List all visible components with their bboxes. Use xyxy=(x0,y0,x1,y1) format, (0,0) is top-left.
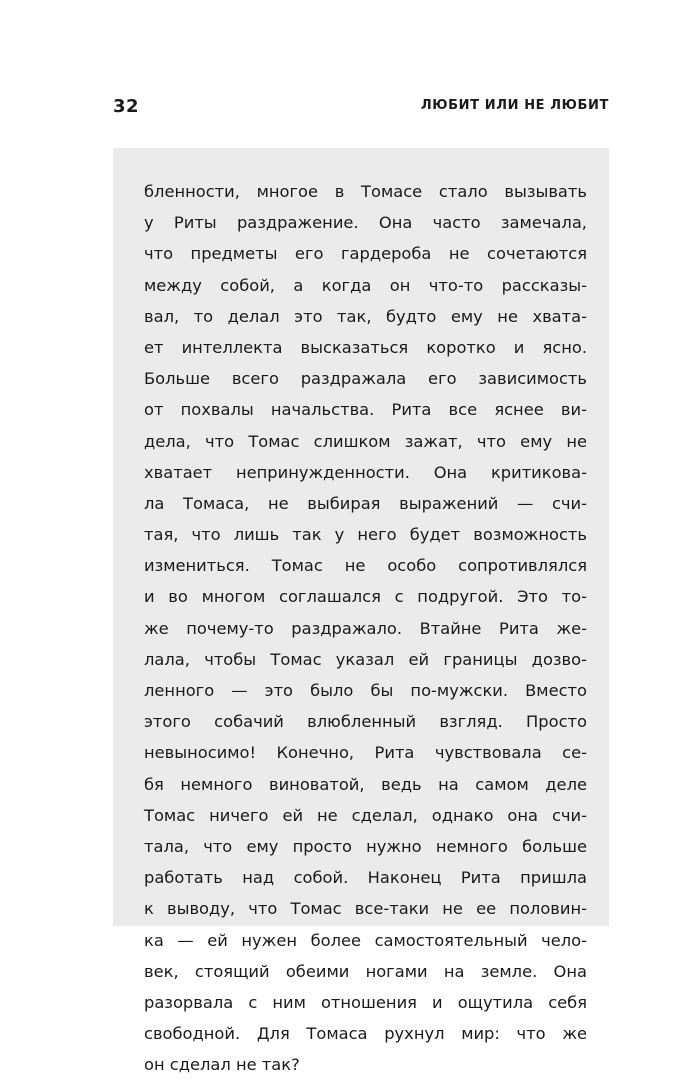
text-line: свободной. Для Томаса рухнул мир: что же xyxy=(144,1024,587,1044)
text-line: от похвалы начальства. Рита все яснее ви- xyxy=(144,400,587,420)
text-line: бя немного виноватой, ведь на самом деле xyxy=(144,774,587,794)
text-line: измениться. Томас не особо сопротивлялся xyxy=(144,556,587,576)
text-line: у Риты раздражение. Она часто замечала, xyxy=(144,213,587,233)
text-line: лала, чтобы Томас указал ей границы дозво- xyxy=(144,649,587,669)
text-line: тала, что ему просто нужно немного больше xyxy=(144,836,587,856)
text-line: тая, что лишь так у него будет возможность xyxy=(144,525,587,545)
text-line: же почему-то раздражало. Втайне Рита же- xyxy=(144,618,587,638)
text-line: дела, что Томас слишком зажат, что ему не xyxy=(144,431,587,451)
text-line: к выводу, что Томас все-таки не ее половин- xyxy=(144,899,587,919)
text-line: Томас ничего ей не сделал, однако она счи- xyxy=(144,805,587,825)
text-line: невыносимо! Конечно, Рита чувствовала се- xyxy=(144,743,587,763)
page-number: 32 xyxy=(113,96,140,117)
text-line: работать над собой. Наконец Рита пришла xyxy=(144,868,587,888)
text-line: вал, то делал это так, будто ему не хвата- xyxy=(144,306,587,326)
text-line: ленного — это было бы по-мужски. Вместо xyxy=(144,681,587,700)
text-line: разорвала с ним отношения и ощутила себя xyxy=(144,992,587,1012)
text-line: и во многом соглашался с подругой. Это то- xyxy=(144,587,587,607)
shaded-text-block xyxy=(113,148,609,1075)
text-line: ет интеллекта высказаться коротко и ясно. xyxy=(144,337,587,357)
text-line: Больше всего раздражала его зависимость xyxy=(144,369,587,389)
text-line: бленности, многое в Томасе стало вызывать xyxy=(144,182,587,201)
text-line: хватает непринужденности. Она критикова- xyxy=(144,462,587,482)
text-line: он сделал не так? xyxy=(144,1055,300,1075)
text-line: век, стоящий обеими ногами на земле. Она xyxy=(144,961,587,981)
text-line: что предметы его гардероба не сочетаются xyxy=(144,244,587,264)
running-title: ЛЮБИТ ИЛИ НЕ ЛЮБИТ xyxy=(420,98,609,113)
text-line: между собой, а когда он что-то рассказы- xyxy=(144,275,587,295)
text-line: ка — ей нужен более самостоятельный чело- xyxy=(144,930,587,950)
text-line: этого собачий влюбленный взгляд. Просто xyxy=(144,712,587,732)
text-line: ла Томаса, не выбирая выражений — счи- xyxy=(144,493,587,513)
